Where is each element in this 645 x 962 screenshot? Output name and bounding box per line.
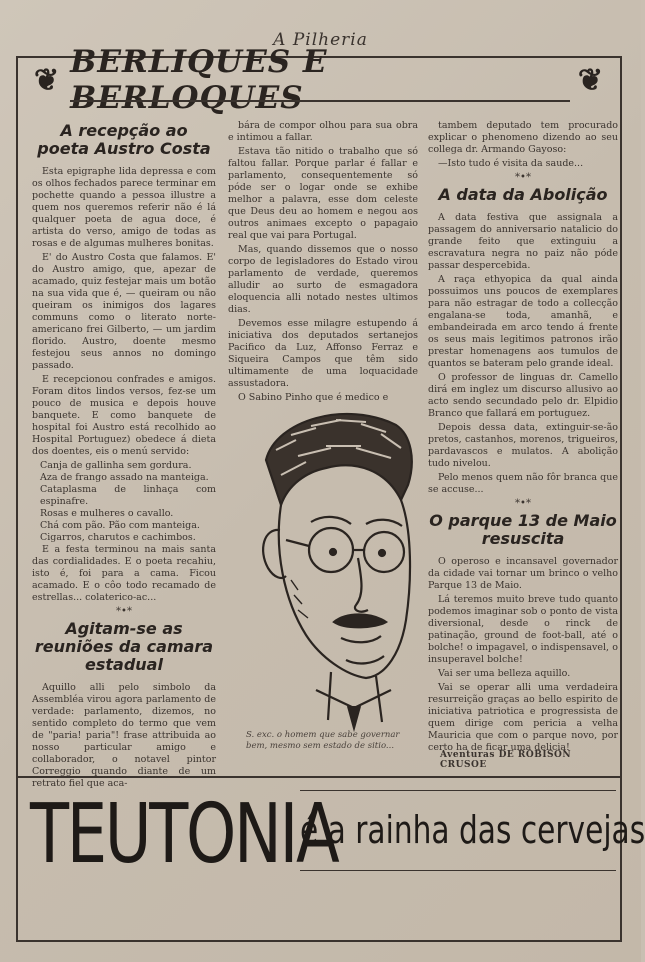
column-credit: Aventuras DE ROBISON CRUSOE <box>440 750 572 770</box>
article-paragraph: Estava tão nitido o trabalho que só faltou fallar. Porque parlar é fallar e parlamento, consequentemente só póde ser o logar onde se exhibe melhor a palavra, esse dom celeste que Deus deu ao homem e negou aos outros animaes excepto o papagaio real que vai para Portugal. <box>228 146 418 241</box>
title-rule <box>70 100 570 102</box>
separator: *•* <box>116 606 132 617</box>
headline-austro-costa: A recepção ao poeta Austro Costa <box>37 121 211 158</box>
headline-abolicao: A data da Abolição <box>438 185 608 204</box>
ornament-flourish-icon: ❦ <box>577 62 604 98</box>
ad-slogan: é a rainha das cervejas <box>300 808 645 852</box>
separator: *•* <box>515 498 531 509</box>
ad-brand-name: TEUTONIA <box>30 787 338 882</box>
article-paragraph: bára de compor olhou para sua obra e intimou a fallar. <box>228 120 418 143</box>
section-title <box>24 44 614 116</box>
menu-item: Chá com pão. Pão com manteiga. <box>40 520 200 531</box>
article-paragraph: Pelo menos quem não fôr branca que se accuse... <box>428 472 618 495</box>
ad-rule <box>300 870 616 871</box>
column-2 <box>228 120 418 403</box>
article-paragraph: O operoso e incansavel governador da cidade vai tornar um brinco o velho Parque 13 de Maio. <box>428 556 618 591</box>
menu-item: Cataplasma de linhaça com espinafre. <box>40 484 216 507</box>
article-paragraph: Vai ser uma belleza aquillo. <box>438 668 571 679</box>
menu-item: Cigarros, charutos e cachimbos. <box>40 532 196 543</box>
article-paragraph: —Isto tudo é visita da saude... <box>438 158 584 169</box>
article-paragraph: Depois dessa data, extinguir-se-ão pretos, castanhos, morenos, trigueiros, pardavascos e mulatos. A abolição tudo nivelou. <box>428 422 618 469</box>
menu-list <box>32 460 216 544</box>
cartoon-portrait <box>236 390 426 730</box>
article-paragraph: O professor de linguas dr. Camello dirá em inglez um discurso allusivo ao acto sendo secundado pelo dr. Elpidio Branco que fallará em portuguez. <box>428 372 618 419</box>
masthead: A Pilheria <box>273 30 368 50</box>
section-title-text: BERLIQUES E BERLOQUES <box>70 44 328 116</box>
article-paragraph: Aquillo alli pelo simbolo da Assembléa virou agora parlamento de verdade: parlamento, dizemos, no sentido completo do termo que vem de "paria! paria"! frase attribuida ao nosso particular amigo e collaborador, o notavel pintor Correggio quando diante de um retrato fiel que aca- <box>32 682 216 789</box>
article-paragraph: tambem deputado tem procurado explicar o phenomeno dizendo ao seu collega dr. Armando Gayoso: <box>428 120 618 155</box>
article-paragraph: Devemos esse milagre estupendo á iniciativa dos deputados sertanejos Pacifico da Luz, Affonso Ferraz e Siqueira Campos que têm sido ultimamente de uma loquacidade assustadora. <box>228 318 418 389</box>
article-paragraph: E a festa terminou na mais santa das cordialidades. E o poeta recahiu, isto é, foi para a cama. Ficou acamado. E o côo todo recamado de estrellas... colaterico-ac... <box>32 544 216 603</box>
article-paragraph: Vai se operar alli uma verdadeira resurreição graças ao bello espirito de iniciativa patriotica e progressista de quem dirige com pericia a velha Mauricia que com o parque novo, por certo ha de ficar uma delicia! <box>428 682 618 753</box>
article-paragraph: Mas, quando dissemos que o nosso corpo de legisladores do Estado virou parlamento de verdade, queremos alludir ao surto de esmagadora eloquencia alli notado nestes ultimos dias. <box>228 244 418 315</box>
separator: *•* <box>515 172 531 183</box>
article-paragraph: O Sabino Pinho que é medico e <box>238 392 389 403</box>
menu-item: Aza de frango assado na manteiga. <box>40 472 209 483</box>
article-paragraph: A raça ethyopica da qual ainda possuimos uns poucos de exemplares para não estragar de todo a collecção engalana-se toda, amanhã, e embandeirada em arco tendo á frente os seus mais legitimos patronos irão prestar homenagens aos tumulos de quantos se bateram pelo grande ideal. <box>428 274 618 369</box>
menu-item: Rosas e mulheres o cavallo. <box>40 508 174 519</box>
column-3 <box>428 120 618 760</box>
article-paragraph: E' do Austro Costa que falamos. E' do Austro amigo, que, apezar de acamado, quiz festejar mais um botão na sua vida que é, — queiram ou não queiram os inimigos dos lagares communs como o literato norte-americano frei Gilberto, — um jardim florido. Austro, doente mesmo festejou seus annos no domingo passado. <box>32 252 216 371</box>
article-paragraph: E recepcionou confrades e amigos. Foram ditos lindos versos, fez-se um pouco de musica e depois houve banquete. E como banquete de hospital foi Austro está recolhido ao Hospital Portuguez) obedece á dieta dos doentes, eis o menú servido: <box>32 374 216 457</box>
article-paragraph: Lá teremos muito breve tudo quanto podemos imaginar sob o ponto de vista diversional, desde o rinck de patinação, ground de foot-ball, até o bolche! o impagavel, o indispensavel, o insuperavel bolche! <box>428 594 618 665</box>
article-paragraph: A data festiva que assignala a passagem do anniversario natalicio do grande feito que extinguiu a escravatura negra no paiz não póde passar despercebida. <box>428 212 618 271</box>
ad-rule <box>300 790 616 791</box>
ornament-flourish-icon: ❦ <box>34 62 61 98</box>
headline-parque: O parque 13 de Maio resuscita <box>429 511 617 548</box>
headline-camara-estadual: Agitam-se as reuniões da camara estadual <box>34 619 214 674</box>
column-1 <box>32 120 216 789</box>
menu-item: Canja de gallinha sem gordura. <box>40 460 192 471</box>
article-paragraph: Esta epigraphe lida depressa e com os olhos fechados parece terminar em pochette quando a pessoa illustre a quem nos queremos referir não é lá qualquer poeta de agua doce, é artista do verso, amigo de todas as rosas e de algumas mulheres bonitas. <box>32 166 216 249</box>
cartoon-caption: S. exc. o homem que sabe governar bem, mesmo sem estado de sitio... <box>246 730 400 751</box>
ad-divider <box>16 776 622 778</box>
